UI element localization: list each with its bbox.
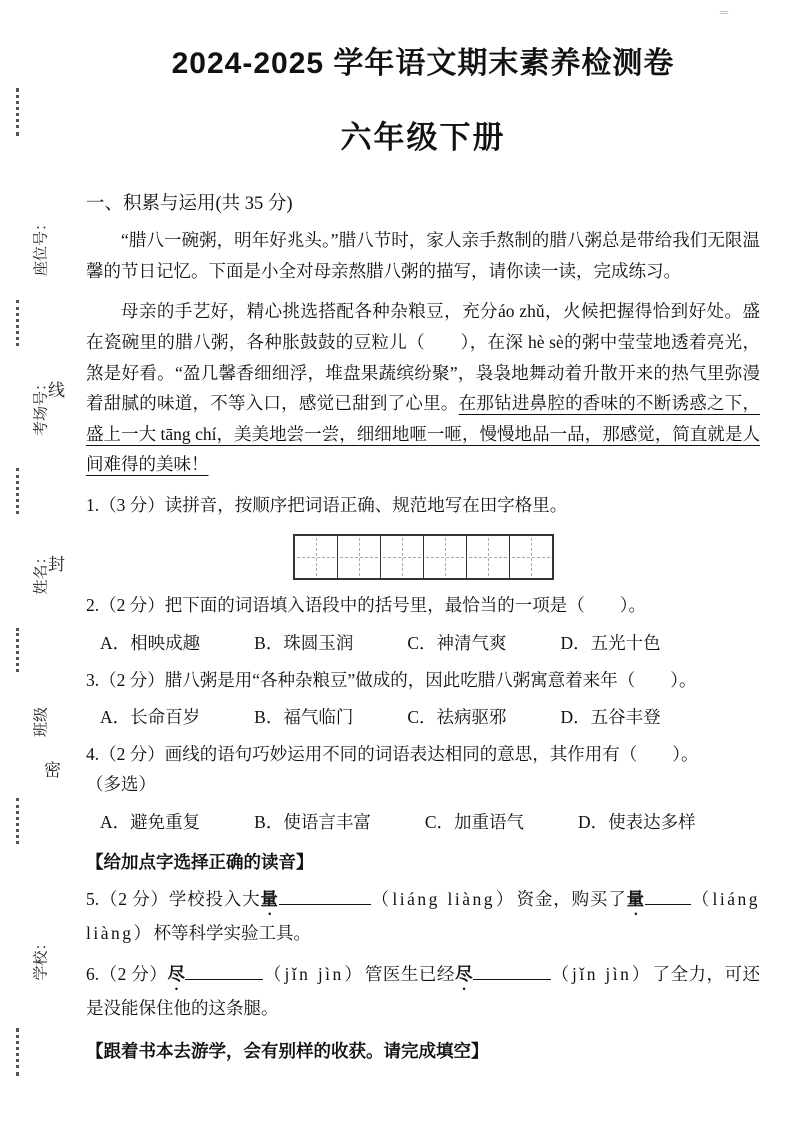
- corner-mark: ＝: [717, 6, 731, 20]
- option-d: D．五谷丰登: [560, 707, 661, 728]
- answer-blank: [645, 885, 691, 904]
- seal-dotted-line: [16, 1028, 19, 1076]
- question-4: 4.（2 分）画线的语句巧妙运用不同的词语表达相同的意思，其作用有（ ）。: [86, 744, 699, 765]
- pinyin-hint: （liáng liàng）: [86, 888, 761, 943]
- seal-label-school: 学校：: [33, 935, 50, 981]
- instruction-banner-pronunciation: 【给加点字选择正确的读音】: [86, 851, 314, 872]
- question-6-lead: 6.（2 分）: [86, 963, 168, 984]
- option-b: B．福气临门: [254, 707, 354, 728]
- seal-dotted-line: [16, 468, 19, 514]
- seal-dotted-line: [16, 88, 19, 136]
- writing-grid-row: [86, 534, 760, 580]
- question-5-mid: 资金，购买了: [516, 888, 627, 909]
- question-3: 3.（2 分）腊八粥是用“各种杂粮豆”做成的，因此吃腊八粥寓意着来年（ ）。: [86, 669, 697, 690]
- question-5-lead: 5.（2 分）学校投入大: [86, 888, 261, 909]
- option-a: A．避免重复: [100, 811, 201, 832]
- seal-label-name: 姓名：: [33, 549, 50, 595]
- seal-char-xian: 线: [48, 381, 65, 400]
- instruction-banner-travel: 【跟着书本去游学，会有别样的收获。请完成填空】: [86, 1041, 489, 1062]
- seal-char-mi: 密: [44, 761, 61, 780]
- question-1: 1.（3 分）读拼音，按顺序把词语正确、规范地写在田字格里。: [86, 495, 568, 515]
- seal-label-class: 班级: [33, 706, 50, 738]
- tian-cell: [381, 536, 424, 578]
- option-b: B．珠圆玉润: [254, 632, 354, 653]
- question-5-tail: 杯等科学实验工具。: [153, 922, 311, 943]
- answer-blank: [185, 960, 263, 979]
- option-d: D．五光十色: [560, 632, 661, 653]
- question-2: 2.（2 分）把下面的词语填入语段中的括号里，最恰当的一项是（ ）。: [86, 594, 646, 615]
- option-c: C．加重语气: [424, 811, 525, 832]
- exam-page: [86, 38, 760, 1063]
- answer-blank: [473, 960, 551, 979]
- pinyin-hint: （liáng liàng）: [370, 888, 517, 909]
- pinyin-hint: （jǐn jìn）: [551, 963, 653, 984]
- seal-label-room: 考场号：: [33, 375, 50, 437]
- tian-cell: [510, 536, 552, 578]
- seal-dotted-line: [16, 300, 19, 346]
- dotted-char: 尽: [167, 963, 186, 984]
- tian-cell: [424, 536, 467, 578]
- tian-zi-grid: [293, 534, 554, 580]
- tian-cell: [338, 536, 381, 578]
- section-heading: 一、积累与运用(共 35 分): [86, 194, 293, 214]
- answer-blank: [279, 885, 371, 904]
- option-a: A．长命百岁: [100, 707, 201, 728]
- dotted-char: 量: [260, 888, 279, 909]
- page-title: 2024-2025 学年语文期末素养检测卷: [171, 47, 675, 80]
- option-c: C．祛病驱邪: [407, 707, 507, 728]
- tian-cell: [467, 536, 510, 578]
- option-a: A．相映成趣: [100, 632, 201, 653]
- tian-cell: [295, 536, 338, 578]
- passage-underlined-text: 在那钻进鼻腔的香味的不断诱惑之下，盛上一大 tāng chí，美美地尝一尝，细细地咂一咂，慢慢地品一品，那感觉，简直就是人间难得的美味！: [86, 393, 761, 475]
- seal-dotted-line: [16, 628, 19, 672]
- page-subtitle: 六年级下册: [340, 120, 506, 155]
- dotted-char: 量: [626, 888, 645, 909]
- option-d: D．使表达多样: [578, 811, 696, 832]
- option-b: B．使语言丰富: [254, 811, 371, 832]
- question-6-mid: 管医生已经: [364, 963, 455, 984]
- passage-normal-text: 母亲的手艺好，精心挑选搭配各种杂粮豆，充分áo zhǔ，火候把握得恰到好处。盛在瓷碗里的腊八粥，各种胀鼓鼓的豆粒儿（ ），在深 hè sè的粥中莹莹地透着亮光，煞是好看。“盈几馨香细细浮，堆盘果蔬缤纷聚”，袅袅地舞动着升散开来的热气里弥漫着甜腻的味道，不等入口，感觉已甜到了心里。: [86, 301, 760, 414]
- pinyin-hint: （jǐn jìn）: [263, 963, 365, 984]
- seal-dotted-line: [16, 798, 19, 844]
- question-4-options: [86, 809, 760, 834]
- question-5: [86, 885, 760, 949]
- seal-char-feng: 封: [48, 555, 65, 574]
- intro-paragraph: “腊八一碗粥，明年好兆头。”腊八节时，家人亲手熬制的腊八粥总是带给我们无限温馨的节日记忆。下面是小全对母亲熬腊八粥的描写，请你读一读，完成练习。: [86, 230, 760, 281]
- question-3-options: [86, 704, 760, 729]
- dotted-char: 尽: [454, 963, 473, 984]
- option-c: C．神清气爽: [407, 632, 507, 653]
- seal-strip: [0, 0, 74, 1122]
- reading-passage: [86, 296, 760, 480]
- question-4-note: （多选）: [86, 774, 156, 794]
- seal-label-seat: 座位号：: [33, 215, 50, 277]
- question-6: [86, 960, 760, 1024]
- question-2-options: [86, 630, 760, 655]
- question-6-tail: 了全力，可还是没能保住他的这条腿。: [86, 963, 761, 1018]
